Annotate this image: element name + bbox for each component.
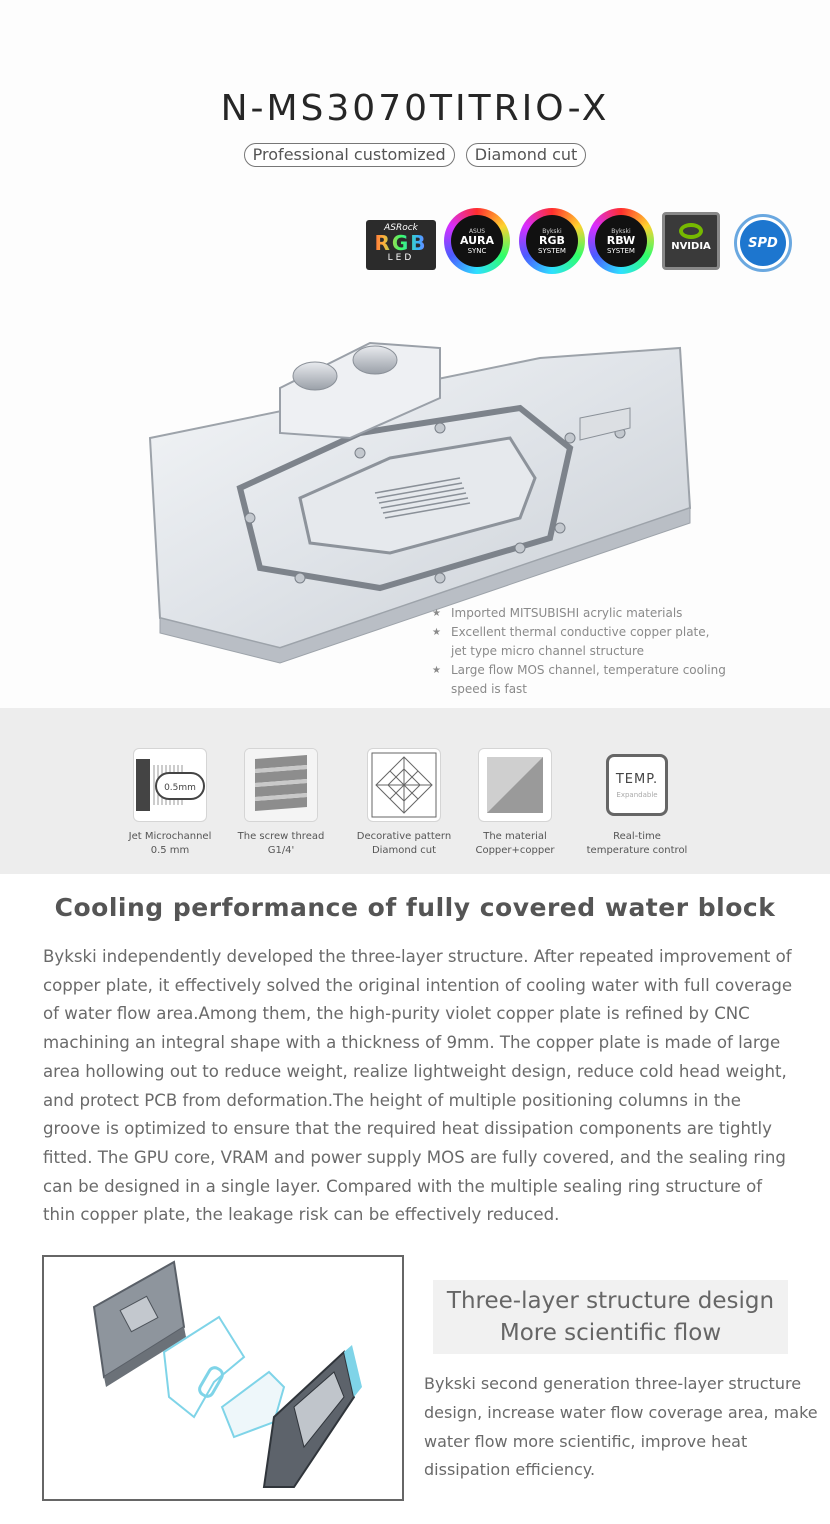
- pill-professional: Professional customized: [244, 143, 455, 167]
- bykski-rgb-system-logo: Bykski RGB SYSTEM: [519, 208, 585, 274]
- bykski-rbw-system-logo: Bykski RBW SYSTEM: [588, 208, 654, 274]
- svg-text:0.5mm: 0.5mm: [164, 783, 196, 793]
- feature-item: ★ Imported MITSUBISHI acrylic materials: [432, 604, 792, 623]
- star-icon: ★: [432, 627, 441, 638]
- temp-icon: TEMP. Expandable: [606, 754, 668, 816]
- spec-diamond-cut: Decorative pattern Diamond cut: [344, 748, 464, 858]
- diamond-icon: [367, 748, 441, 822]
- feature-list: [432, 604, 792, 699]
- nvidia-eye-icon: [679, 223, 703, 239]
- spec-material: The material Copper+copper: [455, 748, 575, 858]
- spec-band: [0, 708, 830, 874]
- asrock-rgb-logo: ASRock RGB LED: [366, 220, 436, 270]
- feature-item: ★ Excellent thermal conductive copper plate, jet type micro channel structure: [432, 623, 792, 661]
- nvidia-logo: NVIDIA: [662, 212, 720, 270]
- material-icon: [478, 748, 552, 822]
- cooling-description: Bykski independently developed the three-layer structure. After repeated improvement of copper plate, it effectively solved the original intention of cooling water with full coverage of water flow area.Among them, the high-purity violet copper plate is refined by CNC machining an integral shape with a thickness of 9mm. The copper plate is made of large area hollowing out to reduce weight, realize lightweight design, reduce cold head weight, and protect PCB from deformation.The height of multiple positioning columns in the groove is optimized to ensure that the required heat dissipation components are tightly fitted. The GPU core, VRAM and power supply MOS are fully covered, and the sealing ring can be designed in a single layer. Compared with the multiple sealing ring structure of thin copper plate, the leakage risk can be effectively reduced.: [43, 947, 793, 1225]
- feature-item: ★ Large flow MOS channel, temperature cooling speed is fast: [432, 661, 792, 699]
- asus-aura-sync-logo: ASUS AURA SYNC: [444, 208, 510, 274]
- spec-screw-thread: The screw thread G1/4': [221, 748, 341, 858]
- spec-microchannel: 0.5mm Jet Microchannel 0.5 mm: [110, 748, 230, 858]
- spec-temperature: TEMP. Expandable Real-time temperature control: [577, 748, 697, 858]
- pill-diamond-cut: Diamond cut: [466, 143, 587, 167]
- star-icon: ★: [432, 665, 441, 676]
- feature-pills: [0, 143, 830, 167]
- screw-thread-icon: [244, 748, 318, 822]
- microchannel-icon: [133, 748, 207, 822]
- star-icon: ★: [432, 608, 441, 619]
- cooling-heading: Cooling performance of fully covered water block: [54, 893, 776, 922]
- hero-section: [0, 0, 830, 708]
- spd-logo: SPD: [734, 214, 792, 272]
- three-layer-description: Bykski second generation three-layer structure design, increase water flow coverage area, make water flow more scientific, improve heat dissipation efficiency.: [424, 1374, 818, 1480]
- product-model-title: N-MS3070TITRIO-X: [220, 88, 610, 129]
- three-layer-heading: Three-layer structure design More scientific flow: [433, 1280, 788, 1354]
- exploded-diagram: [42, 1255, 404, 1501]
